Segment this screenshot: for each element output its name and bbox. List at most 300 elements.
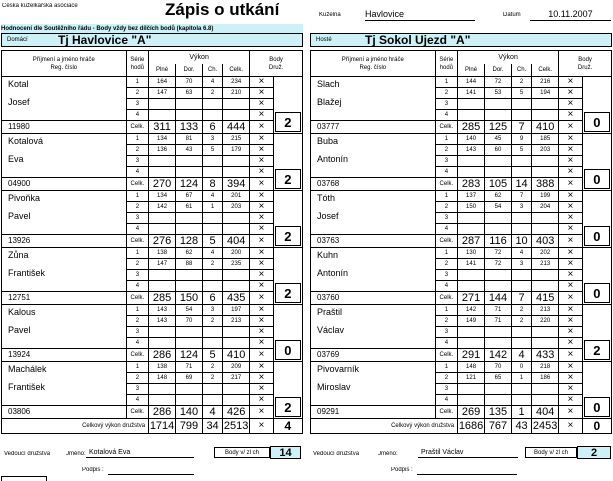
player-total-value: 433 xyxy=(532,349,559,362)
team-sum-value: 2513 xyxy=(223,419,249,432)
player-points-cell xyxy=(273,77,302,134)
series-value: 216 xyxy=(532,77,559,88)
player-second-name: Antonín xyxy=(317,154,349,164)
cross-mark: × xyxy=(559,362,583,373)
player-points: 2 xyxy=(275,112,301,132)
performance-header: Výkon xyxy=(458,51,559,64)
series-value: 235 xyxy=(223,259,250,270)
series-value: 72 xyxy=(485,259,512,270)
player-first-name: Tóth xyxy=(317,193,336,203)
series-value: 71 xyxy=(176,362,203,373)
player-total-value: 285 xyxy=(458,121,485,134)
player-total-value: 133 xyxy=(176,121,203,134)
series-value xyxy=(485,384,512,395)
name-header-line1: Příjmení a jméno hráče xyxy=(341,56,404,63)
player-row xyxy=(311,191,612,202)
series-value: 137 xyxy=(458,191,485,202)
player-points: 2 xyxy=(275,226,301,246)
series-value xyxy=(511,395,531,406)
series-number: 4 xyxy=(435,110,457,121)
misses-header: Ch. xyxy=(202,64,222,77)
points-column-header xyxy=(559,51,612,77)
series-value: 215 xyxy=(223,134,250,145)
cross-mark: × xyxy=(559,77,583,88)
player-total-value: 128 xyxy=(176,235,203,248)
series-value: 136 xyxy=(149,145,176,156)
series-number: 3 xyxy=(126,384,148,395)
player-second-name: Antonín xyxy=(317,268,349,278)
cross-mark: × xyxy=(559,178,583,191)
series-value: 61 xyxy=(176,202,203,213)
player-total-value: 142 xyxy=(485,349,512,362)
series-value xyxy=(511,224,531,235)
series-value: 148 xyxy=(458,362,485,373)
player-reg-number: 03769 xyxy=(311,349,436,362)
player-total-value: 271 xyxy=(458,292,485,305)
venue-value: Havlovice xyxy=(365,9,405,19)
series-value: 5 xyxy=(202,145,222,156)
player-row xyxy=(2,406,303,419)
series-value xyxy=(223,281,250,292)
series-value: 70 xyxy=(176,77,203,88)
series-value: 4 xyxy=(202,191,222,202)
player-total-value: 426 xyxy=(223,406,250,419)
player-total-value: 311 xyxy=(149,121,176,134)
player-points-cell xyxy=(273,362,302,419)
series-value xyxy=(176,99,203,110)
series-number: 4 xyxy=(126,281,148,292)
series-value: 2 xyxy=(202,259,222,270)
series-number: 2 xyxy=(126,259,148,270)
home-team-bar xyxy=(1,33,303,47)
cross-mark: × xyxy=(250,88,274,99)
series-number: 2 xyxy=(126,88,148,99)
series-value: 2 xyxy=(511,316,531,327)
series-value: 0 xyxy=(511,362,531,373)
cross-mark: × xyxy=(250,99,274,110)
player-total-value: 150 xyxy=(176,292,203,305)
cross-mark: × xyxy=(559,259,583,270)
player-points-cell xyxy=(273,191,302,248)
cross-mark: × xyxy=(250,191,274,202)
player-row xyxy=(311,178,612,191)
series-value: 164 xyxy=(149,77,176,88)
cross-mark: × xyxy=(250,134,274,145)
series-value xyxy=(511,338,531,349)
series-value xyxy=(485,395,512,406)
series-value xyxy=(485,281,512,292)
series-value xyxy=(176,281,203,292)
away-score-table xyxy=(310,50,612,434)
home-captain-name: Kotalová Eva xyxy=(89,449,131,456)
cross-mark: × xyxy=(250,327,274,338)
player-row xyxy=(2,235,303,248)
player-points-cell xyxy=(582,134,611,191)
series-value xyxy=(149,156,176,167)
series-value: 5 xyxy=(511,145,531,156)
player-total-value: 4 xyxy=(202,406,222,419)
series-number: 2 xyxy=(435,373,457,384)
series-value: 144 xyxy=(458,77,485,88)
player-points: 0 xyxy=(584,226,610,246)
series-value xyxy=(511,327,531,338)
series-number: 1 xyxy=(435,77,457,88)
series-value: 141 xyxy=(458,88,485,99)
player-row xyxy=(2,178,303,191)
player-second-name: Pavel xyxy=(8,211,31,221)
series-number: 1 xyxy=(435,248,457,259)
series-value: 199 xyxy=(532,191,559,202)
venue-label: Kuželna xyxy=(319,12,341,18)
series-number: 1 xyxy=(126,305,148,316)
player-total-value: 6 xyxy=(202,292,222,305)
series-value xyxy=(485,99,512,110)
player-row xyxy=(2,248,303,259)
series-value: 186 xyxy=(532,373,559,384)
cross-mark: × xyxy=(559,292,583,305)
series-number: 3 xyxy=(126,327,148,338)
cross-mark: × xyxy=(250,373,274,384)
player-total-value: 285 xyxy=(149,292,176,305)
player-total-value: 6 xyxy=(202,121,222,134)
cross-mark: × xyxy=(559,419,583,434)
player-second-name: František xyxy=(8,268,46,278)
series-number: 2 xyxy=(435,88,457,99)
player-total-value: 116 xyxy=(485,235,512,248)
date-label: Datum xyxy=(503,12,521,18)
series-value xyxy=(511,270,531,281)
series-value xyxy=(532,110,559,121)
series-value xyxy=(149,395,176,406)
series-value: 194 xyxy=(532,88,559,99)
player-total-value: 404 xyxy=(223,235,250,248)
table-header-row xyxy=(2,51,303,64)
series-value xyxy=(511,213,531,224)
player-points-cell xyxy=(582,248,611,305)
cross-mark: × xyxy=(559,406,583,419)
cross-mark: × xyxy=(250,77,274,88)
team-sum-value: 1714 xyxy=(149,419,175,432)
series-value: 43 xyxy=(176,145,203,156)
series-value: 1 xyxy=(511,373,531,384)
team-sum-value: 1686 xyxy=(458,419,484,432)
total-header: Celk. xyxy=(223,64,250,77)
player-points-cell xyxy=(273,248,302,305)
cross-mark: × xyxy=(559,134,583,145)
home-role-label: Domácí xyxy=(7,37,28,43)
series-value xyxy=(176,156,203,167)
player-row xyxy=(2,305,303,316)
cross-mark: × xyxy=(559,338,583,349)
cross-mark: × xyxy=(250,270,274,281)
series-value xyxy=(202,270,222,281)
points-header-line2: Druž. xyxy=(577,64,593,71)
points-header-line1: Body xyxy=(269,56,283,63)
cross-mark: × xyxy=(559,270,583,281)
away-match-points-label: Body v/ zl ch xyxy=(525,447,577,458)
player-total-value: 404 xyxy=(532,406,559,419)
series-number: 4 xyxy=(126,167,148,178)
away-captain-name: Praštil Václav xyxy=(421,449,464,456)
player-total-value: 444 xyxy=(223,121,250,134)
series-value xyxy=(149,281,176,292)
series-value: 70 xyxy=(485,362,512,373)
series-number: 3 xyxy=(435,384,457,395)
series-number: 1 xyxy=(126,77,148,88)
clear-header: Dor. xyxy=(485,64,512,77)
series-value xyxy=(223,99,250,110)
series-value: 5 xyxy=(511,88,531,99)
home-team-name: Tj Havlovice "A" xyxy=(58,33,152,47)
player-points: 2 xyxy=(275,397,301,417)
player-first-name: Kotal xyxy=(8,79,29,89)
series-value xyxy=(223,110,250,121)
cross-mark: × xyxy=(559,316,583,327)
corner-box xyxy=(1,476,47,481)
player-reg-number: 03768 xyxy=(311,178,436,191)
player-row xyxy=(2,191,303,202)
cross-mark: × xyxy=(559,384,583,395)
cross-mark: × xyxy=(250,338,274,349)
player-points: 0 xyxy=(584,169,610,189)
team-sum-label: Celkový výkon družstva xyxy=(311,419,458,434)
series-value: 234 xyxy=(223,77,250,88)
series-number: 4 xyxy=(126,395,148,406)
cross-mark: × xyxy=(250,235,274,248)
cross-mark: × xyxy=(250,281,274,292)
player-row xyxy=(311,134,612,145)
series-value: 143 xyxy=(149,316,176,327)
series-value: 7 xyxy=(511,191,531,202)
cross-mark: × xyxy=(250,167,274,178)
player-first-name: Pivoňka xyxy=(8,193,41,203)
series-value xyxy=(202,395,222,406)
series-value: 143 xyxy=(458,145,485,156)
cross-mark: × xyxy=(250,349,274,362)
player-first-name: Zůna xyxy=(8,250,29,260)
player-total-value: 10 xyxy=(511,235,531,248)
series-value xyxy=(202,110,222,121)
series-value: 4 xyxy=(202,248,222,259)
player-total-label: Celk. xyxy=(435,292,457,305)
cross-mark: × xyxy=(250,248,274,259)
player-total-value: 4 xyxy=(511,349,531,362)
series-value xyxy=(458,167,485,178)
team-sum-points: 0 xyxy=(582,419,611,434)
player-reg-number: 09291 xyxy=(311,406,436,419)
player-points-cell xyxy=(582,77,611,134)
cross-mark: × xyxy=(559,248,583,259)
player-total-value: 140 xyxy=(176,406,203,419)
series-value: 213 xyxy=(532,259,559,270)
series-value: 81 xyxy=(176,134,203,145)
series-value: 54 xyxy=(485,202,512,213)
series-value xyxy=(223,338,250,349)
player-name-cell xyxy=(311,134,436,178)
clear-header: Dor. xyxy=(176,64,203,77)
player-name-cell xyxy=(2,305,127,349)
player-name-cell xyxy=(2,134,127,178)
cross-mark: × xyxy=(559,99,583,110)
name-header-line2: Reg. číslo xyxy=(359,64,387,71)
series-value xyxy=(223,156,250,167)
series-value xyxy=(532,99,559,110)
series-number: 4 xyxy=(126,224,148,235)
series-value: 203 xyxy=(223,202,250,213)
cross-mark: × xyxy=(250,178,274,191)
home-captain-field xyxy=(86,447,194,458)
player-first-name: Kalous xyxy=(8,307,36,317)
player-total-label: Celk. xyxy=(435,406,457,419)
series-value: 217 xyxy=(223,373,250,384)
player-name-cell xyxy=(311,77,436,121)
cross-mark: × xyxy=(559,167,583,178)
association-name: Česká kuželkářská asociace xyxy=(2,3,78,9)
series-value xyxy=(149,110,176,121)
cross-mark: × xyxy=(250,145,274,156)
series-value: 141 xyxy=(458,259,485,270)
player-first-name: Buba xyxy=(317,136,339,146)
series-value: 3 xyxy=(511,259,531,270)
player-total-label: Celk. xyxy=(126,121,148,134)
series-value xyxy=(458,156,485,167)
name-column-header xyxy=(311,51,436,77)
player-row xyxy=(311,349,612,362)
away-captain-name-label: Jméno: xyxy=(378,451,398,457)
player-total-label: Celk. xyxy=(126,349,148,362)
series-value xyxy=(485,270,512,281)
series-value: 204 xyxy=(532,202,559,213)
player-row xyxy=(2,121,303,134)
points-header-line2: Druž. xyxy=(268,64,284,71)
series-value xyxy=(511,281,531,292)
team-sum-value: 799 xyxy=(176,419,203,434)
series-value: 1 xyxy=(202,202,222,213)
cross-mark: × xyxy=(559,305,583,316)
series-value xyxy=(149,327,176,338)
series-value: 3 xyxy=(202,305,222,316)
series-header-line2: hodů xyxy=(439,64,454,71)
player-total-value: 124 xyxy=(176,178,203,191)
series-value: 9 xyxy=(511,134,531,145)
table-header-row xyxy=(311,51,612,64)
series-value: 150 xyxy=(458,202,485,213)
series-value xyxy=(532,270,559,281)
series-value: 143 xyxy=(149,305,176,316)
player-total-value: 286 xyxy=(149,406,176,419)
home-score-table xyxy=(1,50,303,434)
player-total-value: 135 xyxy=(485,406,512,419)
player-points: 2 xyxy=(584,340,610,360)
series-value: 62 xyxy=(485,191,512,202)
player-total-value: 388 xyxy=(532,178,559,191)
series-value: 2 xyxy=(202,316,222,327)
series-number: 2 xyxy=(435,145,457,156)
player-total-value: 410 xyxy=(223,349,250,362)
cross-mark: × xyxy=(559,349,583,362)
series-value xyxy=(149,167,176,178)
series-number: 3 xyxy=(435,99,457,110)
series-value: 203 xyxy=(532,145,559,156)
player-first-name: Kotalová xyxy=(8,136,44,146)
series-value xyxy=(532,338,559,349)
cross-mark: × xyxy=(250,292,274,305)
series-value: 3 xyxy=(202,134,222,145)
home-signature-line xyxy=(108,474,194,475)
player-second-name: Eva xyxy=(8,154,24,164)
name-column-header xyxy=(2,51,127,77)
player-total-value: 144 xyxy=(485,292,512,305)
series-number: 3 xyxy=(435,213,457,224)
player-total-value: 14 xyxy=(511,178,531,191)
series-number: 3 xyxy=(126,213,148,224)
series-value: 202 xyxy=(532,248,559,259)
series-value xyxy=(485,338,512,349)
series-value: 213 xyxy=(532,305,559,316)
series-value: 71 xyxy=(485,305,512,316)
series-value xyxy=(202,384,222,395)
series-number: 1 xyxy=(126,248,148,259)
player-second-name: Václav xyxy=(317,325,345,335)
points-header-line1: Body xyxy=(578,56,592,63)
player-total-value: 394 xyxy=(223,178,250,191)
team-sum-row xyxy=(2,419,303,434)
cross-mark: × xyxy=(559,110,583,121)
date-value: 10.11.2007 xyxy=(548,9,593,19)
home-captain-role: Vedoucí družstva xyxy=(4,451,51,457)
player-row xyxy=(311,248,612,259)
team-sum-value: 43 xyxy=(511,419,531,434)
player-total-label: Celk. xyxy=(126,406,148,419)
player-name-cell xyxy=(2,248,127,292)
player-name-cell xyxy=(311,305,436,349)
series-value: 148 xyxy=(149,373,176,384)
team-sum-row xyxy=(311,419,612,434)
player-row xyxy=(2,77,303,88)
cross-mark: × xyxy=(250,362,274,373)
series-value: 121 xyxy=(458,373,485,384)
series-header-line1: Série xyxy=(439,56,454,63)
series-number: 2 xyxy=(126,373,148,384)
series-value xyxy=(176,338,203,349)
page-title: Zápis o utkání xyxy=(165,0,280,19)
cross-mark: × xyxy=(250,202,274,213)
series-value xyxy=(458,281,485,292)
home-match-points: 14 xyxy=(270,446,301,459)
player-reg-number: 13924 xyxy=(2,349,127,362)
rules-note: Hodnocení dle Soutěžního řádu - Body vždy bez dílčích bodů (kapitola 6.8) xyxy=(1,24,303,34)
player-reg-number: 04900 xyxy=(2,178,127,191)
player-name-cell xyxy=(311,248,436,292)
player-total-label: Celk. xyxy=(435,121,457,134)
series-value xyxy=(458,395,485,406)
series-value: 2 xyxy=(202,362,222,373)
player-total-value: 287 xyxy=(458,235,485,248)
player-row xyxy=(311,305,612,316)
series-number: 2 xyxy=(435,202,457,213)
cross-mark: × xyxy=(559,202,583,213)
player-total-value: 276 xyxy=(149,235,176,248)
cross-mark: × xyxy=(250,316,274,327)
series-value xyxy=(149,270,176,281)
player-points-cell xyxy=(582,191,611,248)
series-value: 3 xyxy=(511,202,531,213)
player-total-value: 105 xyxy=(485,178,512,191)
series-value xyxy=(223,384,250,395)
series-header-line1: Série xyxy=(130,56,145,63)
series-header-line2: hodů xyxy=(130,64,145,71)
series-value xyxy=(458,384,485,395)
